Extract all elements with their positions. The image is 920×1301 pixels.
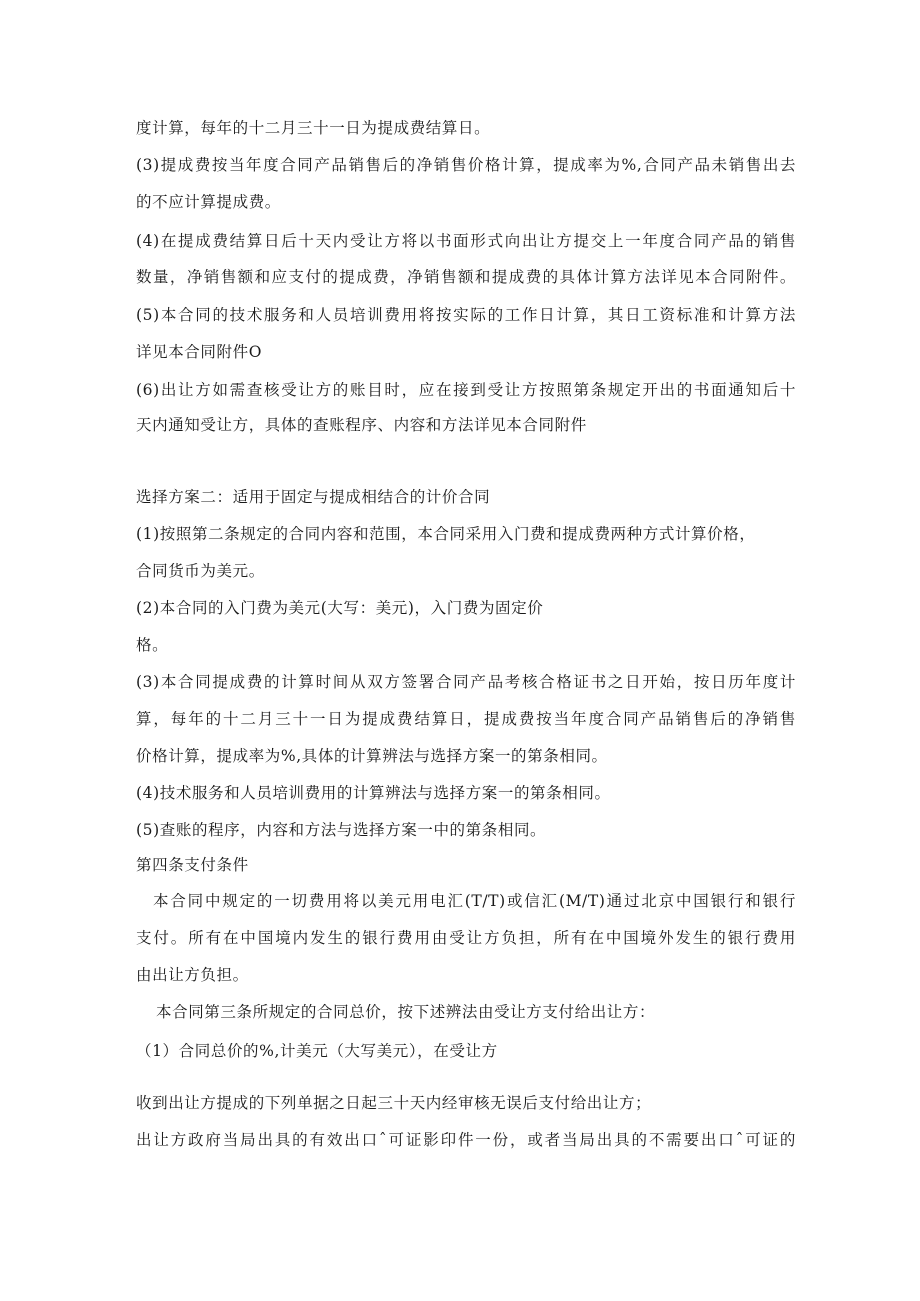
text-line: (3)提成费按当年度合同产品销售后的净销售价格计算，提成率为%,合同产品未销售出去 xyxy=(136,156,796,174)
text-line: (4)在提成费结算日后十天内受让方将以书面形式向出让方提交上一年度合同产品的销售 xyxy=(136,232,796,250)
text-line: 的不应计算提成费。 xyxy=(136,193,281,211)
text-line: (1)按照第二条规定的合同内容和范围，本合同采用入门费和提成费两种方式计算价格， xyxy=(136,525,756,543)
text-line: 收到出让方提成的下列单据之日起三十天内经审核无误后支付给出让方； xyxy=(136,1094,652,1112)
text-line: 本合同中规定的一切费用将以美元用电汇(T/T)或信汇(M/T)通过北京中国银行和银行 xyxy=(153,892,796,910)
text-line: 度计算，每年的十二月三十一日为提成费结算日。 xyxy=(136,119,491,137)
text-line: 支付。所有在中国境内发生的银行费用由受让方负担，所有在中国境外发生的银行费用 xyxy=(136,929,796,947)
text-line: (4)技术服务和人员培训费用的计算辨法与选择方案一的第条相同。 xyxy=(136,784,611,802)
text-line: 天内通知受让方，具体的查账程序、内容和方法详见本合同附件 xyxy=(136,416,587,434)
text-line: (2)本合同的入门费为美元(大写：美元)，入门费为固定价 xyxy=(136,599,544,617)
text-line: 价格计算，提成率为%,具体的计算辨法与选择方案一的第条相同。 xyxy=(136,747,608,765)
text-line: 算，每年的十二月三十一日为提成费结算日，提成费按当年度合同产品销售后的净销售 xyxy=(136,710,796,728)
text-line: 合同货币为美元。 xyxy=(136,562,265,580)
section-heading: 选择方案二：适用于固定与提成相结合的计价合同 xyxy=(136,488,491,506)
text-line: (5)查账的程序，内容和方法与选择方案一中的第条相同。 xyxy=(136,821,547,839)
text-line: (5)本合同的技术服务和人员培训费用将按实际的工作日计算，其日工资标准和计算方法 xyxy=(136,306,796,324)
text-line: 由出让方负担。 xyxy=(136,966,249,984)
text-line: 详见本合同附件O xyxy=(136,343,263,361)
text-line: 格。 xyxy=(136,636,169,654)
text-line: (6)出让方如需查核受让方的账目时，应在接到受让方按照第条规定开出的书面通知后十 xyxy=(136,381,796,399)
text-line: (3)本合同提成费的计算时间从双方签署合同产品考核合格证书之日开始，按日历年度计 xyxy=(136,673,796,691)
text-line: （1）合同总价的%,计美元（大写美元），在受让方 xyxy=(136,1042,498,1060)
text-line: 本合同第三条所规定的合同总价，按下述辨法由受让方支付给出让方： xyxy=(156,1003,656,1021)
article-heading: 第四条支付条件 xyxy=(136,856,249,874)
text-line: 出让方政府当局出具的有效出口ˆ可证影印件一份，或者当局出具的不需要出口ˆ可证的 xyxy=(136,1131,796,1149)
text-line: 数量，净销售额和应支付的提成费，净销售额和提成费的具体计算方法详见本合同附件。 xyxy=(136,268,796,286)
